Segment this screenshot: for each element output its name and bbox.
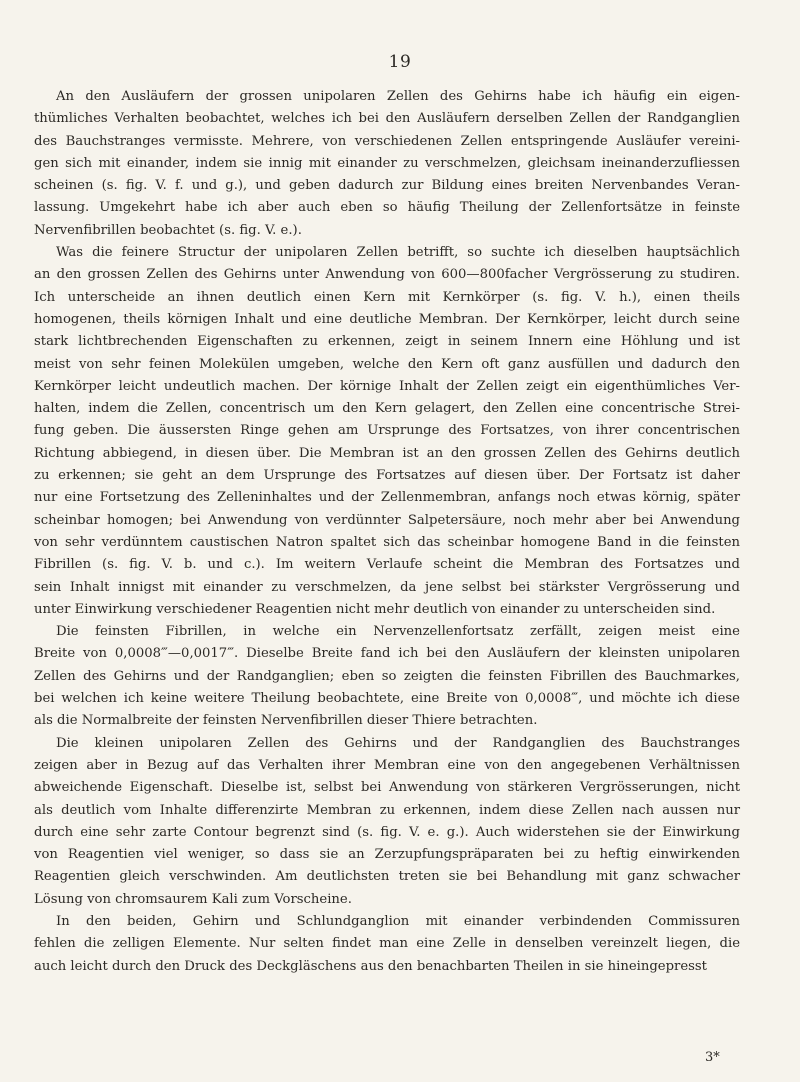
text-line: Reagentien gleich verschwinden. Am deutlichsten treten sie bei Behandlung mit ganz schwacher <box>34 869 740 885</box>
text-line: Breite von 0,0008‴—0,0017‴. Dieselbe Breite fand ich bei den Ausläufern der kleinsten unipolaren <box>34 646 740 662</box>
text-line: Die feinsten Fibrillen, in welche ein Nervenzellenfortsatz zerfällt, zeigen meist eine <box>56 624 740 640</box>
signature-mark: 3* <box>705 1050 720 1065</box>
text-line: Fibrillen (s. fig. V. b. und c.). Im weitern Verlaufe scheint die Membran des Fortsatzes und <box>34 557 740 573</box>
text-line: zeigen aber in Bezug auf das Verhalten ihrer Membran eine von den angegebenen Verhältnissen <box>34 757 740 773</box>
paragraph <box>34 911 762 978</box>
text-line: unter Einwirkung verschiedener Reagentien nicht mehr deutlich von einander zu unterscheiden sind. <box>34 601 716 617</box>
text-line: nur eine Fortsetzung des Zelleninhaltes und der Zellenmembran, anfangs noch etwas körnig, später <box>34 490 740 506</box>
text-line: Nervenfibrillen beobachtet (s. fig. V. e.). <box>34 222 302 238</box>
text-line: thümliches Verhalten beobachtet, welches ich bei den Ausläufern derselben Zellen der Randganglien <box>34 111 740 127</box>
text-line: Lösung von chromsaurem Kali zum Vorscheine. <box>34 891 352 907</box>
text-line: stark lichtbrechenden Eigenschaften zu erkennen, zeigt in seinem Innern eine Höhlung und ist <box>34 334 740 350</box>
text-line: gen sich mit einander, indem sie innig mit einander zu verschmelzen, gleichsam ineinanderzufliessen <box>34 155 740 171</box>
text-line: des Bauchstranges vermisste. Mehrere, von verschiedenen Zellen entspringende Ausläufer vereini- <box>34 133 740 149</box>
text-line: Was die feinere Structur der unipolaren Zellen betrifft, so suchte ich dieselben hauptsächlich <box>56 245 740 261</box>
text-line: lassung. Umgekehrt habe ich aber auch eben so häufig Theilung der Zellenfortsätze in feinste <box>34 200 740 216</box>
text-line: von sehr verdünntem caustischen Natron spaltet sich das scheinbar homogene Band in die feinsten <box>34 534 740 550</box>
text-line: auch leicht durch den Druck des Deckgläschens aus den benachbarten Theilen in sie hineingepresst <box>34 958 707 974</box>
text-line: scheinen (s. fig. V. f. und g.), und geben dadurch zur Bildung eines breiten Nervenbandes Veran- <box>34 178 740 194</box>
text-line: fehlen die zelligen Elemente. Nur selten findet man eine Zelle in denselben vereinzelt liegen, die <box>34 936 740 952</box>
text-line: An den Ausläufern der grossen unipolaren Zellen des Gehirns habe ich häufig ein eigen- <box>56 89 740 104</box>
text-line: durch eine sehr zarte Contour begrenzt sind (s. fig. V. e. g.). Auch widerstehen sie der Einwirkung <box>34 824 740 840</box>
text-line: halten, indem die Zellen, concentrisch um den Kern gelagert, den Zellen eine concentrische Strei- <box>34 401 740 417</box>
text-line: fung geben. Die äussersten Ringe gehen am Ursprunge des Fortsatzes, von ihrer concentrischen <box>34 423 740 439</box>
text-line: von Reagentien viel weniger, so dass sie an Zerzupfungspräparaten bei zu heftig einwirkenden <box>34 847 740 863</box>
text-line: abweichende Eigenschaft. Dieselbe ist, selbst bei Anwendung von stärkeren Vergrösserungen, nicht <box>34 780 740 796</box>
paragraph <box>34 86 762 242</box>
text-line: sein Inhalt innigst mit einander zu verschmelzen, da jene selbst bei stärkster Vergrösserung und <box>34 579 740 595</box>
page-number: 19 <box>388 52 412 72</box>
paragraph <box>34 733 762 911</box>
text-line: bei welchen ich keine weitere Theilung beobachtete, eine Breite von 0,0008‴, und möchte ich diese <box>34 691 740 707</box>
text-line: scheinbar homogen; bei Anwendung von verdünnter Salpetersäure, noch mehr aber bei Anwendung <box>34 512 740 528</box>
text-line: Die kleinen unipolaren Zellen des Gehirns und der Randganglien des Bauchstranges <box>56 735 740 751</box>
paragraph <box>34 621 762 732</box>
text-line: Zellen des Gehirns und der Randganglien; eben so zeigten die feinsten Fibrillen des Bauchmarkes, <box>34 668 740 684</box>
text-line: als deutlich vom Inhalte differenzirte Membran zu erkennen, indem diese Zellen nach aussen nur <box>34 802 740 818</box>
text-line: Ich unterscheide an ihnen deutlich einen Kern mit Kernkörper (s. fig. V. h.), einen theils <box>34 289 740 305</box>
body-text <box>34 86 762 978</box>
text-line: als die Normalbreite der feinsten Nervenfibrillen dieser Thiere betrachten. <box>34 713 538 729</box>
paragraph <box>34 242 762 621</box>
text-line: Kernkörper leicht undeutlich machen. Der körnige Inhalt der Zellen zeigt ein eigenthümliches Ver- <box>34 378 740 394</box>
text-line: Richtung abbiegend, in diesen über. Die Membran ist an den grossen Zellen des Gehirns deutlich <box>34 445 740 461</box>
text-line: zu erkennen; sie geht an dem Ursprunge des Fortsatzes auf diesen über. Der Fortsatz ist daher <box>34 468 740 484</box>
text-line: In den beiden, Gehirn und Schlundganglion mit einander verbindenden Commissuren <box>56 913 740 929</box>
text-line: meist von sehr feinen Molekülen umgeben, welche den Kern oft ganz ausfüllen und dadurch den <box>34 356 740 372</box>
text-line: homogenen, theils körnigen Inhalt und eine deutliche Membran. Der Kernkörper, leicht durch seine <box>34 311 740 327</box>
text-line: an den grossen Zellen des Gehirns unter Anwendung von 600—800facher Vergrösserung zu studiren. <box>34 267 740 283</box>
